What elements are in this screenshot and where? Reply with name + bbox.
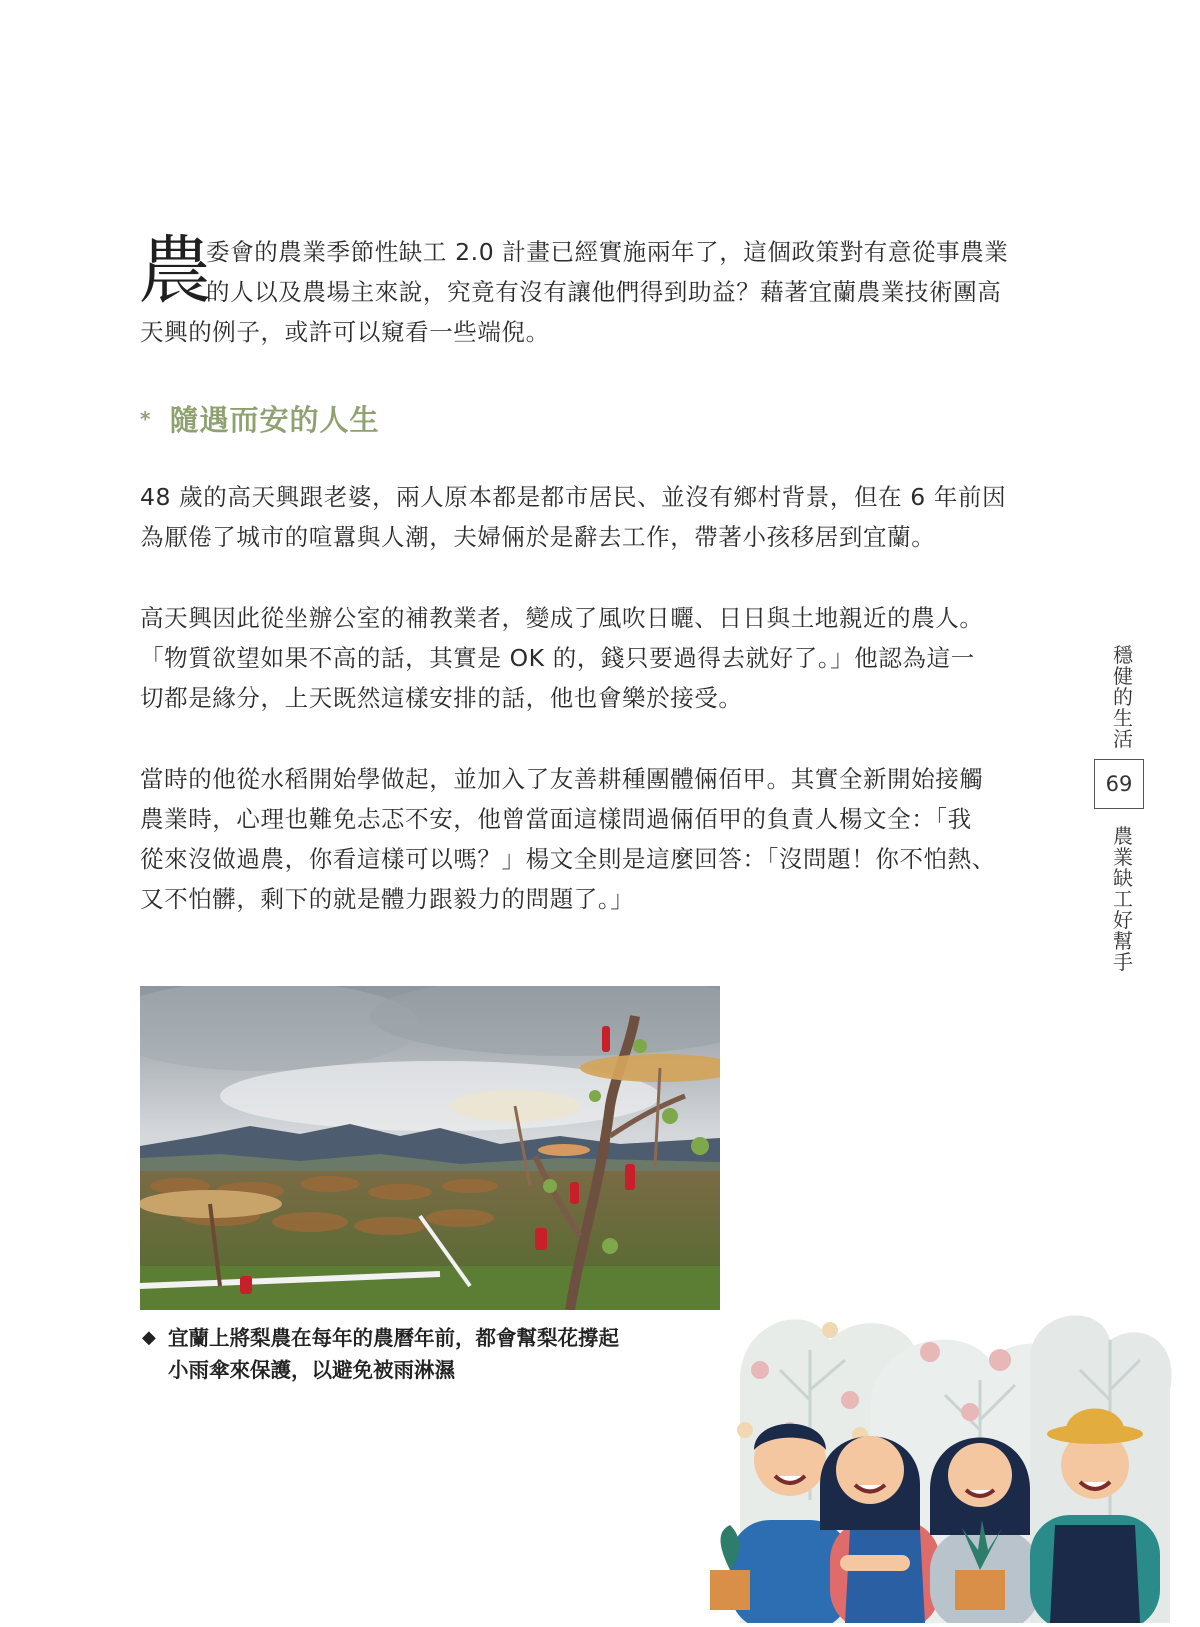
- caption-line: 宜蘭上將梨農在每年的農曆年前，都會幫梨花撐起: [168, 1326, 619, 1350]
- photo-caption: [140, 1322, 700, 1386]
- paragraph-line: 48 歲的高天興跟老婆，兩人原本都是都市居民、並沒有鄉村背景，但在 6 年前因: [140, 483, 1007, 511]
- intro-line: 天興的例子，或許可以窺看一些端倪。: [140, 318, 550, 346]
- orchard-photo: [140, 986, 720, 1310]
- section-heading: [140, 398, 379, 439]
- running-head-char: 健: [1113, 664, 1133, 688]
- body-paragraph-3: [140, 759, 1060, 919]
- running-head-top: [1110, 645, 1136, 750]
- paragraph-line: 為厭倦了城市的喧囂與人潮，夫婦倆於是辭去工作，帶著小孩移居到宜蘭。: [140, 523, 936, 551]
- running-head-char: 農: [1113, 824, 1133, 848]
- farmers-illustration: [700, 1300, 1200, 1623]
- section-title: 隨遇而安的人生: [169, 403, 380, 437]
- drop-cap: 農: [138, 228, 213, 314]
- caption-line: 小雨傘來保護，以避免被雨淋濕: [168, 1358, 455, 1382]
- running-head-bottom: [1110, 826, 1136, 973]
- running-head-char: 活: [1113, 727, 1133, 751]
- running-head-char: 工: [1113, 887, 1133, 911]
- paragraph-line: 又不怕髒，剩下的就是體力跟毅力的問題了。」: [140, 885, 635, 913]
- running-head-char: 穩: [1113, 643, 1133, 667]
- paragraph-line: 當時的他從水稻開始學做起，並加入了友善耕種團體倆佰甲。其實全新開始接觸: [140, 765, 984, 793]
- intro-paragraph: [138, 228, 1060, 352]
- running-head-char: 生: [1113, 706, 1133, 730]
- intro-line: 委會的農業季節性缺工 2.0 計畫已經實施兩年了，這個政策對有意從事農業: [206, 238, 1009, 266]
- paragraph-line: 「物質欲望如果不高的話，其實是 OK 的，錢只要過得去就好了。」他認為這一: [140, 644, 975, 672]
- paragraph-line: 切都是緣分，上天既然這樣安排的話，他也會樂於接受。: [140, 684, 743, 712]
- body-paragraph-1: [140, 477, 1060, 557]
- running-head-char: 手: [1113, 950, 1133, 974]
- running-head-char: 缺: [1113, 866, 1133, 890]
- page-number: 69: [1094, 759, 1144, 809]
- running-head-char: 業: [1113, 845, 1133, 869]
- running-head-char: 幫: [1113, 929, 1133, 953]
- asterisk-icon: *: [140, 407, 152, 431]
- paragraph-line: 高天興因此從坐辦公室的補教業者，變成了風吹日曬、日日與土地親近的農人。: [140, 604, 984, 632]
- body-paragraph-2: [140, 598, 1060, 718]
- paragraph-line: 農業時，心理也難免忐忑不安，他曾當面這樣問過倆佰甲的負責人楊文全：「我: [140, 805, 972, 833]
- diamond-bullet-icon: ◆: [142, 1327, 156, 1348]
- paragraph-line: 從來沒做過農，你看這樣可以嗎？」楊文全則是這麼回答：「沒問題！你不怕熱、: [140, 845, 996, 873]
- running-head-char: 好: [1113, 908, 1133, 932]
- intro-line: 的人以及農場主來說，究竟有沒有讓他們得到助益？藉著宜蘭農業技術團高: [206, 278, 1002, 306]
- running-head-char: 的: [1113, 685, 1133, 709]
